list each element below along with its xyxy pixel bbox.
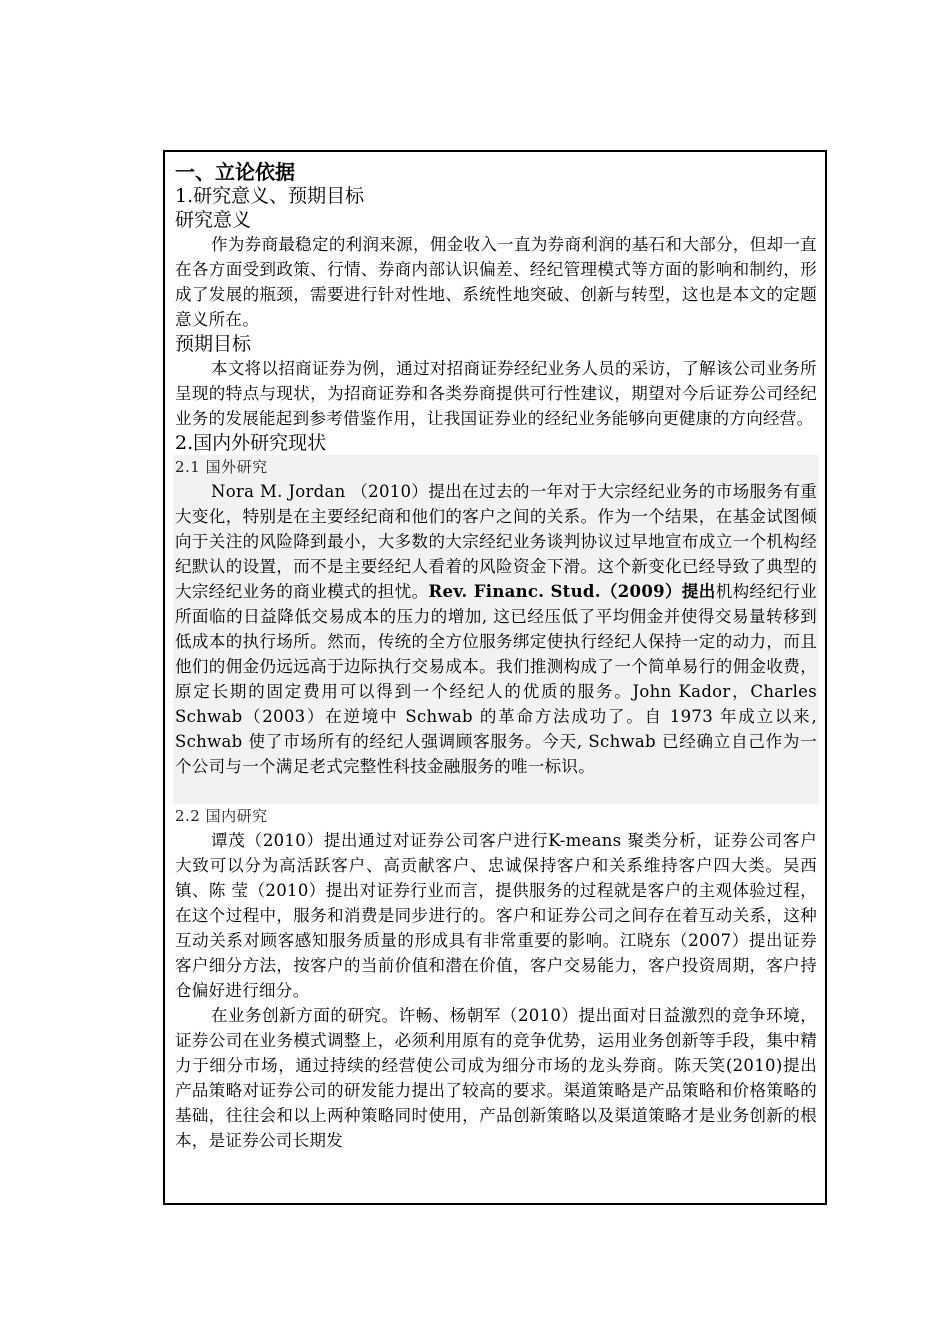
section-title: 一、立论依据	[175, 160, 295, 184]
foreign-bold-citation: Rev. Financ. Stud.（2009）提出	[428, 582, 716, 601]
subsection-2-title: 2.国内外研究现状	[175, 432, 327, 454]
subsection-1-title: 1.研究意义、预期目标	[175, 185, 365, 207]
foreign-research-paragraph	[175, 479, 817, 779]
significance-title: 研究意义	[175, 209, 252, 231]
domestic-research-title: 2.2 国内研究	[175, 807, 268, 825]
document-frame	[163, 150, 827, 1205]
goal-paragraph: 本文将以招商证券为例，通过对招商证券经纪业务人员的采访，了解该公司业务所呈现的特点与现状，为招商证券和各类券商提供可行性建议，期望对今后证券公司经纪业务的发展能起到参考借鉴作用，让我国证券业的经纪业务能够向更健康的方向经营。	[175, 359, 817, 428]
significance-paragraph: 作为券商最稳定的利润来源，佣金收入一直为券商利润的基石和大部分，但却一直在各方面受到政策、行情、券商内部认识偏差、经纪管理模式等方面的影响和制约，形成了发展的瓶颈，需要进行针对性地、系统性地突破、创新与转型，这也是本文的定题意义所在。	[175, 235, 817, 329]
domestic-research-paragraph-2: 在业务创新方面的研究。许畅、杨朝军（2010）提出面对日益激烈的竞争环境，证券公司在业务模式调整上，必须利用原有的竞争优势，运用业务创新等手段，集中精力于细分市场，通过持续的经营使公司成为细分市场的龙头券商。陈天笑(2010)提出产品策略对证券公司的研发能力提出了较高的要求。渠道策略是产品策略和价格策略的基础，往往会和以上两种策略同时使用，产品创新策略以及渠道策略才是业务创新的根本，是证券公司长期发	[175, 1006, 817, 1150]
goal-title: 预期目标	[175, 333, 252, 355]
spacer	[175, 779, 817, 804]
foreign-text-b: 机构经纪行业所面临的日益降低交易成本的压力的增加, 这已经压低了平均佣金并使得交易量转移到低成本的执行场所。然而，传统的全方位服务绑定使执行经纪人保持一定的动力，而且他们的佣金仍远远高于边际执行交易成本。我们推测构成了一个简单易行的佣金收费，原定长期的固定费用可以得到一个经纪人的优质的服务。John Kador，Charles Schwab（2003）在逆境中 Schwab 的革命方法成功了。自 1973 年成立以来, Schwab 使了市场所有的经纪人强调顾客服务。今天, Schwab 已经确立自己作为一个公司与一个满足老式完整性科技金融服务的唯一标识。	[175, 582, 817, 776]
foreign-research-block	[173, 455, 819, 804]
foreign-text-a: Nora M. Jordan （2010）提出在过去的一年对于大宗经纪业务的市场服务有重大变化，特别是在主要经纪商和他们的客户之间的关系。作为一个结果，在基金试图倾向于关注的风险降到最小，大多数的大宗经纪业务谈判协议过早地宣布成立一个机构经纪默认的设置，而不是主要经纪人看着的风险资金下滑。这个新变化已经导致了典型的大宗经纪业务的商业模式的担忧。	[175, 482, 817, 601]
domestic-research-paragraph-1: 谭茂（2010）提出通过对证券公司客户进行K-means 聚类分析，证券公司客户大致可以分为高活跃客户、高贡献客户、忠诚保持客户和关系维持客户四大类。吴西镇、陈 莹（2010）提出对证券行业而言，提供服务的过程就是客户的主观体验过程，在这个过程中，服务和消费是同步进行的。客户和证券公司之间存在着互动关系，这种互动关系对顾客感知服务质量的形成具有非常重要的影响。江晓东（2007）提出证券客户细分方法，按客户的当前价值和潜在价值，客户交易能力，客户投资周期，客户持仓偏好进行细分。	[175, 831, 817, 1000]
foreign-research-title: 2.1 国外研究	[175, 458, 268, 476]
